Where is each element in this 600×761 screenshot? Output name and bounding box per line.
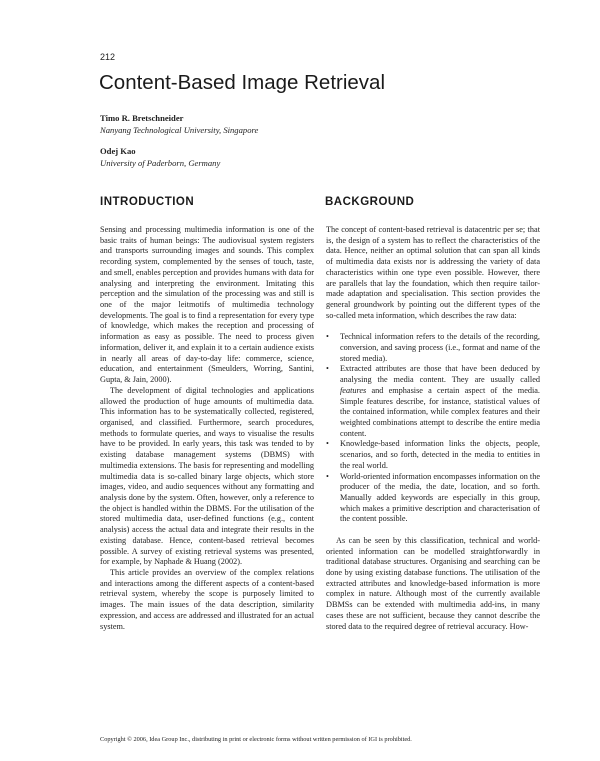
- author-block: [100, 145, 220, 169]
- list-item-text: and emphasise a certain aspect of the media. Simple features describe, for instance, statistical values of the contained information, while complex features and their weighted combinations attempt to describe the entire media content.: [340, 385, 540, 438]
- list-item: [326, 364, 540, 439]
- article-title: Content-Based Image Retrieval: [99, 71, 386, 94]
- paragraph: This article provides an overview of the complex relations and interactions among the different aspects of a content-based retrieval system, whereby the scope is purposely limited to images. The main issues of the data description, similarity expression, and access are addressed and illustrated for an actual system.: [100, 568, 314, 631]
- list-item: [326, 332, 540, 364]
- list-item: [326, 439, 540, 471]
- paragraph: The concept of content-based retrieval is datacentric per se; that is, the design of a system has to reflect the characteristics of the data. Hence, neither an optimal solution that can span all kinds of multimedia data exists nor is addressing the variety of data characteristics within one type even possible. However, there are parallels that lay the foundation, which then require tailor-made adaptation and specialisation. This section provides the general groundwork by pointing out the different types of the so-called meta information, which describes the raw data:: [326, 225, 540, 320]
- paragraph: As can be seen by this classification, technical and world-oriented information can be modelled straightforwardly in traditional database structures. Organising and searching can be done by using existing database functions. The utilisation of the extracted attributes and knowledge-based information is more complex in nature. Although most of the currently available DBMSs can be extended with multimedia add-ins, in many cases these are not sufficient, because they cannot describe the stored data to the required degree of retrieval accuracy. How-: [326, 535, 540, 631]
- author-block: [100, 112, 258, 136]
- author-name: Odej Kao: [100, 146, 136, 156]
- background-heading: BACKGROUND: [325, 196, 415, 208]
- bullet-list: [326, 332, 540, 525]
- bullet-icon: •: [326, 332, 329, 342]
- paragraph: Sensing and processing multimedia information is one of the basic traits of human beings: The audiovisual system registers and transports surrounding images and sounds. This complex recording system, complemented by the senses of touch, taste, and smell, enables perception and provides humans with data for analysing and interpreting the environment. Imitating this perception and the simulation of the processing was and still is one of the major leitmotifs of multimedia technology developments. The goal is to find a representation for every type of knowledge, which makes the reception and processing of information as easy as possible. The need to process given information, deliver it, and explain it to a certain audience exists in nearly all areas of day-to-day life: commerce, science, education, and entertainment (Smeulders, Worring, Santini, Gupta, & Jain, 2000).: [100, 225, 314, 385]
- introduction-heading: INTRODUCTION: [100, 196, 195, 208]
- list-item-text: Extracted attributes are those that have been deduced by analysing the media content. They are usually called: [340, 364, 540, 385]
- bullet-icon: •: [326, 364, 329, 374]
- introduction-column: [100, 225, 314, 632]
- emphasis-term: features: [340, 385, 367, 395]
- list-item-text: Technical information refers to the details of the recording, conversion, and saving process (i.e., format and name of the stored media).: [340, 332, 540, 363]
- background-column: [326, 225, 540, 632]
- paragraph: The development of digital technologies and applications allowed the production of huge amounts of multimedia data. This information has to be systematically collected, registered, organised, and classified. Furthermore, search procedures, methods to formulate queries, and ways to visualise the results have to be provided. In early years, this task was tended to by existing database management systems (DBMS) with multimedia extensions. The basis for representing and modelling multimedia data is so-called binary large objects, which store images, video, and audio sequences without any formatting and analysis done by the system. Often, however, only a reference to the object is handled within the DBMS. For the utilisation of the stored multimedia data, user-defined functions (e.g., content analysis) access the actual data and integrate their results in the existing database. Hence, content-based retrieval becomes possible. A survey of existing retrieval systems was presented, for example, by Naphade & Huang (2002).: [100, 385, 314, 567]
- bullet-icon: •: [326, 439, 329, 449]
- page-number: 212: [100, 52, 116, 62]
- list-item-text: World-oriented information encompasses information on the producer of the media, the date, location, and so forth. Manually added keywords are especially in this group, which makes a primitive description and characterisation of the content possible.: [340, 471, 540, 524]
- author-name: Timo R. Bretschneider: [100, 113, 184, 123]
- bullet-icon: •: [326, 471, 329, 481]
- copyright-notice: Copyright © 2006, Idea Group Inc., distributing in print or electronic forms without written permission of IGI is prohibited.: [100, 736, 412, 743]
- author-affiliation: Nanyang Technological University, Singapore: [100, 125, 259, 135]
- author-affiliation: University of Paderborn, Germany: [100, 158, 221, 168]
- list-item-text: Knowledge-based information links the objects, people, scenarios, and so forth, detected in the media to entities in the real world.: [340, 439, 540, 470]
- list-item: [326, 472, 540, 526]
